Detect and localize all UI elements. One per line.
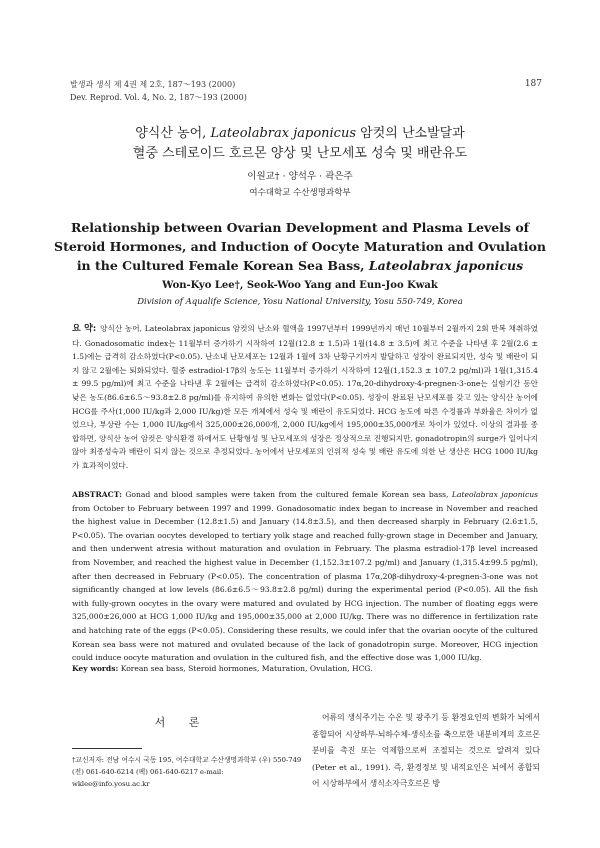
introduction-text: 어류의 생식주기는 수온 및 광주기 등 환경요인의 변화가 뇌에서 종합되어 시상하부-뇌하수체-생식소를 축으로한 내분비계의 호르몬 분비를 촉진 또는 억제함으로써 조절되는 것으로 알려져 있다(Peter et al., 1991). 즉, 환경정보 및 내적요인은 뇌에서 종합되어 시상하부에서 생식소자극호르몬 방 [312,713,540,788]
affiliation-korean: 여수대학교 수산생명과학부 [249,188,351,198]
footnote-divider [72,748,142,749]
keywords-label: Key words: [72,664,119,673]
journal-line-en: Dev. Reprod. Vol. 4, No. 2, 187～193 (2000) [70,93,247,102]
keywords-text: Korean sea bass, Steroid hormones, Maturation, Ovulation, HCG. [118,664,373,673]
title-english [50,218,550,275]
abstract-korean [72,322,538,473]
keywords [72,664,538,673]
abstract-en-text-2: from October to February between 1997 and 1999. Gonadosomatic index began to increase in November and reached the highest value in December (12.8±1.5) and January (14.8±3.5), and then decreased sharply in February (2.6±1.5, P<0.05). The ovarian oocytes developed to tertiary yolk stage and reached fully-grown stage in December and January, and then underwent atresia without maturation and ovulation in February. The plasma estradiol-17β level increased from November, and reached the highest value in December (1,152.3±107.2 pg/ml) and January (1,315.4±99.5 pg/ml), after then decreased in February (P<0.05). The concentration of plasma 17α,20β-dihydroxy-4-pregnen-3-one was not significantly changed at low levels (86.6±6.5～93.8±2.8 pg/ml) during the experimental period (P<0.05). All the fish with fully-grown oocytes in the ovary were matured and ovulated by HCG injection. The number of floating eggs were 325,000±26,000 at HCG 1,000 IU/kg and 195,000±35,000 at 2,000 IU/kg. There was no difference in fertilization rate and hatching rate of the eggs (P<0.05). Considering these results, we could infer that the ovarian oocyte of the cultured Korean sea bass were not matured and ovulated because of the lack of gonadotropin surge. Moreover, HCG injection could induce oocyte maturation and ovulation in the cultured fish, and the effective dose was 1,000 IU/kg. [72,503,538,663]
authors-korean: 이원교† · 양석우 · 곽은주 [247,171,353,182]
abstract-en-label: ABSTRACT: [72,490,122,499]
title-en-line2: Steroid Hormones, and Induction of Oocyte Maturation and Ovulation [54,239,546,254]
section-title-introduction: 서 론 [154,716,210,729]
title-kr-line2: 혈중 스테로이드 호르몬 양상 및 난모세포 성숙 및 배란유도 [132,146,468,161]
title-korean [60,124,540,164]
title-kr-part1: 양식산 농어, [135,126,211,141]
abstract-kr-label: 요 약: [72,324,97,334]
journal-line-kr: 발생과 생식 제 4권 제 2호, 187～193 (2000) [70,80,236,89]
title-kr-part2: 암컷의 난소발달과 [356,126,465,141]
journal-header [70,78,542,104]
abstract-en-species: Lateolabrax japonicus [451,490,538,499]
title-en-species: Lateolabrax japonicus [368,258,524,273]
abstract-english [72,488,538,665]
corresponding-author-footnote: †교신저자: 전남 여수시 국동 195, 여수대학교 수산생명과학부 (우) 550-749 (전) 061-640-6214 (팩) 061-640-6217 e-mail: wklee@info.yosu.ac.kr [72,756,302,788]
title-en-line3: in the Cultured Female Korean Sea Bass, [76,258,369,273]
affiliation-english: Division of Aqualife Science, Yosu National University, Yosu 550-749, Korea [137,297,463,307]
authors-english: Won-Kyo Lee†, Seok-Woo Yang and Eun-Joo Kwak [162,280,438,291]
page-number: 187 [524,79,542,89]
title-en-line1: Relationship between Ovarian Development and Plasma Levels of [70,220,530,235]
title-kr-species: Lateolabrax japonicus [210,126,357,141]
abstract-kr-text: 양식산 농어, Lateolabrax japonicus 암컷의 난소와 혈액을 1997년부터 1999년까지 매년 10월부터 2월까지 2회 반복 채취하였다. Gonadosomatic index는 11월부터 증가하기 시작하여 12월(12.8 ± 1.5)과 1월(14.8 ± 3.5)에 최고 수준을 나타낸 후 2월(2.6 ± 1.5)에는 급격히 감소하였다(P<0.05). 난소내 난모세포는 12월과 1월에 3차 난황구기까지 발달하고 성장이 완료되지만, 성숙 및 배란이 되지 않고 2월에는 퇴화되었다. 혈중 estradiol-17β의 농도는 11월부터 증가하기 시작하여 12월(1,152.3 ± 107.2 pg/ml)과 1월(1,315.4 ± 99.5 pg/ml)에 최고 수준을 나타낸 후 2월에는 급격히 감소하였다(P<0.05). 17α,20-dihydroxy-4-pregnen-3-one는 실험기간 동안 낮은 농도(86.6±6.5～93.8±2.8 pg/ml)를 유지하여 유의한 변화는 없었다(P<0.05). 성장이 완료된 난모세포를 갖고 있는 양식산 농어에 HCG를 주사(1,000 IU/kg과 2,000 IU/kg)한 모든 개체에서 성숙 및 배란이 유도되었다. HCG 농도에 따른 수정률과 부화율은 차이가 없었으나, 부상란 수는 1,000 IU/kg에서 325,000±26,000개, 2,000 IU/kg에서 195,000±35,000개로 차이가 있었다. 이상의 결과를 종합하면, 양식산 농어 암컷은 양식환경 하에서도 난황형성 및 난모세포의 성장은 정상적으로 진행되지만, gonadotropin의 surge가 일어나지 않아 최종성숙과 배란이 되지 않는 것으로 추정되었다. 농어에서 난모세포의 인위적 성숙 및 배란 유도에 의한 난 생산은 HCG 1000 IU/kg가 효과적이었다. [72,324,539,470]
abstract-en-text-1: Gonad and blood samples were taken from the cultured female Korean sea bass, [121,490,452,499]
